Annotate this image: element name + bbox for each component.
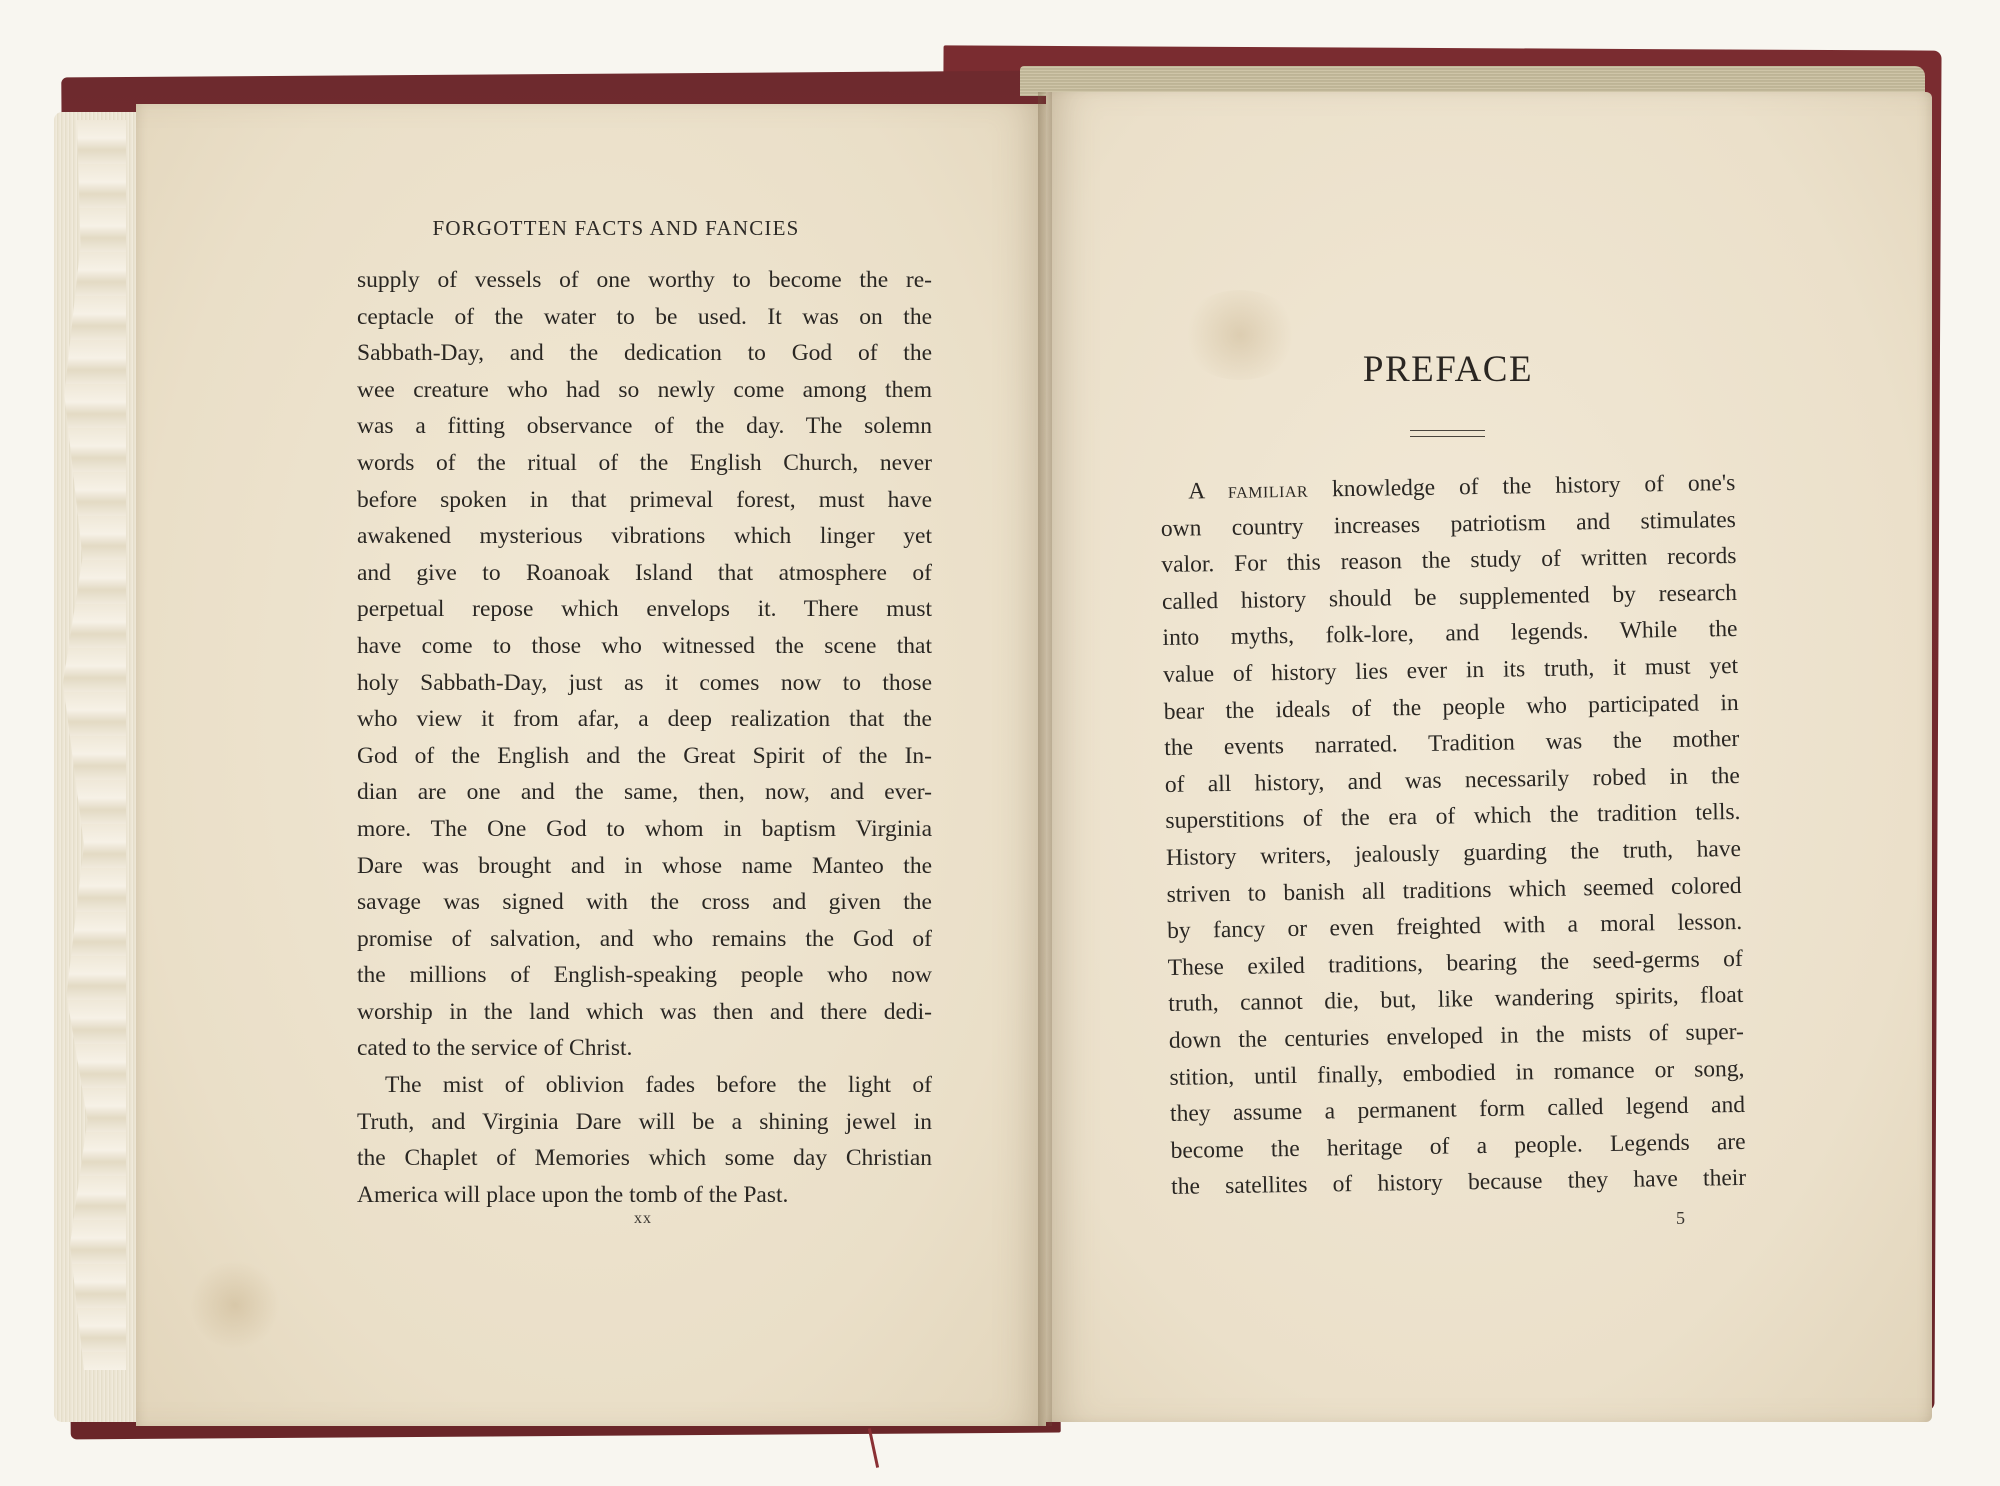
text-line: who view it from afar, a deep realization that the: [357, 706, 932, 733]
text-line: holy Sabbath-Day, just as it comes now to those: [357, 669, 932, 696]
page-number-left: xx: [634, 1210, 652, 1227]
text-line: the millions of English-speaking people who now: [357, 962, 932, 989]
right-page-text: [1160, 465, 1746, 1206]
title-double-rule: [1410, 430, 1485, 437]
paper-stain: [190, 1260, 280, 1350]
text-line: they assume a permanent form called legend and: [1169, 1091, 1746, 1128]
text-line: The mist of oblivion fades before the light of: [385, 1072, 932, 1099]
text-line: by fancy or even freighted with a moral lesson.: [1166, 909, 1743, 945]
smallcaps-word: familiar: [1227, 476, 1309, 504]
text-line: wee creature who had so newly come among them: [357, 376, 932, 403]
text-line: words of the ritual of the English Church, never: [357, 449, 932, 476]
preface-heading: PREFACE: [1362, 349, 1534, 390]
text-line: Sabbath-Day, and the dedication to God of the: [357, 340, 932, 367]
text-line: was a fitting observance of the day. The solemn: [357, 413, 932, 440]
text-line: awakened mysterious vibrations which linger yet: [357, 523, 932, 550]
text-line: dian are one and the same, then, now, and ever-: [357, 779, 932, 806]
text-line: become the heritage of a people. Legends are: [1170, 1128, 1746, 1164]
text-line: perpetual repose which envelops it. There must: [357, 596, 932, 623]
text-line: the events narrated. Tradition was the mother: [1164, 726, 1740, 762]
text-line: the Chaplet of Memories which some day Christian: [357, 1145, 932, 1172]
text-line: truth, cannot die, but, like wandering spirits, float: [1168, 982, 1744, 1018]
text-line: stition, until finally, embodied in romance or song,: [1169, 1055, 1745, 1091]
text-line: striven to banish all traditions which seemed colored: [1166, 872, 1742, 908]
ribbon-thread: [868, 1428, 879, 1468]
text-line: God of the English and the Great Spirit of the In-: [357, 742, 932, 769]
text-line: ceptacle of the water to be used. It was on the: [357, 303, 932, 330]
text-line: value of history lies ever in its truth, it must yet: [1162, 652, 1739, 688]
text-line: down the centuries enveloped in the mists of super-: [1168, 1018, 1745, 1054]
text-line: and give to Roanoak Island that atmosphere of: [357, 559, 932, 586]
left-page-text: [357, 262, 932, 1213]
text-line: America will place upon the tomb of the Past.: [357, 1181, 789, 1208]
book-gutter: [1038, 92, 1052, 1426]
text-line: bear the ideals of the people who participated in: [1163, 689, 1739, 725]
text-line: Truth, and Virginia Dare will be a shining jewel in: [357, 1108, 932, 1135]
text-line: called history should be supplemented by research: [1161, 579, 1738, 615]
page-number-right: 5: [1676, 1208, 1686, 1228]
text-line: own country increases patriotism and stimulates: [1160, 506, 1736, 542]
text-line: the satellites of history because they have their: [1170, 1165, 1747, 1201]
text-line: into myths, folk-lore, and legends. While the: [1162, 616, 1738, 652]
text-line: worship in the land which was then and there dedi-: [357, 998, 932, 1025]
text-line: History writers, jealously guarding the truth, have: [1165, 835, 1742, 871]
text-line: promise of salvation, and who remains the God of: [357, 925, 932, 952]
text-line: of all history, and was necessarily robed in the: [1164, 762, 1741, 798]
text-line: supply of vessels of one worthy to become the re-: [357, 267, 932, 293]
text-line: before spoken in that primeval forest, must have: [357, 486, 932, 513]
text-line: valor. For this reason the study of written records: [1161, 543, 1737, 579]
text-line: cated to the service of Christ.: [357, 1035, 633, 1062]
running-head: FORGOTTEN FACTS AND FANCIES: [432, 216, 800, 240]
drop-letter: A: [1188, 478, 1205, 505]
text-line: have come to those who witnessed the scene that: [357, 632, 932, 659]
text-line: knowledge of the history of one's: [1331, 469, 1736, 503]
text-line: more. The One God to whom in baptism Virginia: [357, 815, 932, 842]
text-line: savage was signed with the cross and given the: [357, 889, 932, 916]
text-line: superstitions of the era of which the tradition tells.: [1165, 799, 1741, 835]
text-line: These exiled traditions, bearing the seed-germs of: [1167, 945, 1743, 981]
text-line: Dare was brought and in whose name Manteo the: [357, 852, 932, 879]
